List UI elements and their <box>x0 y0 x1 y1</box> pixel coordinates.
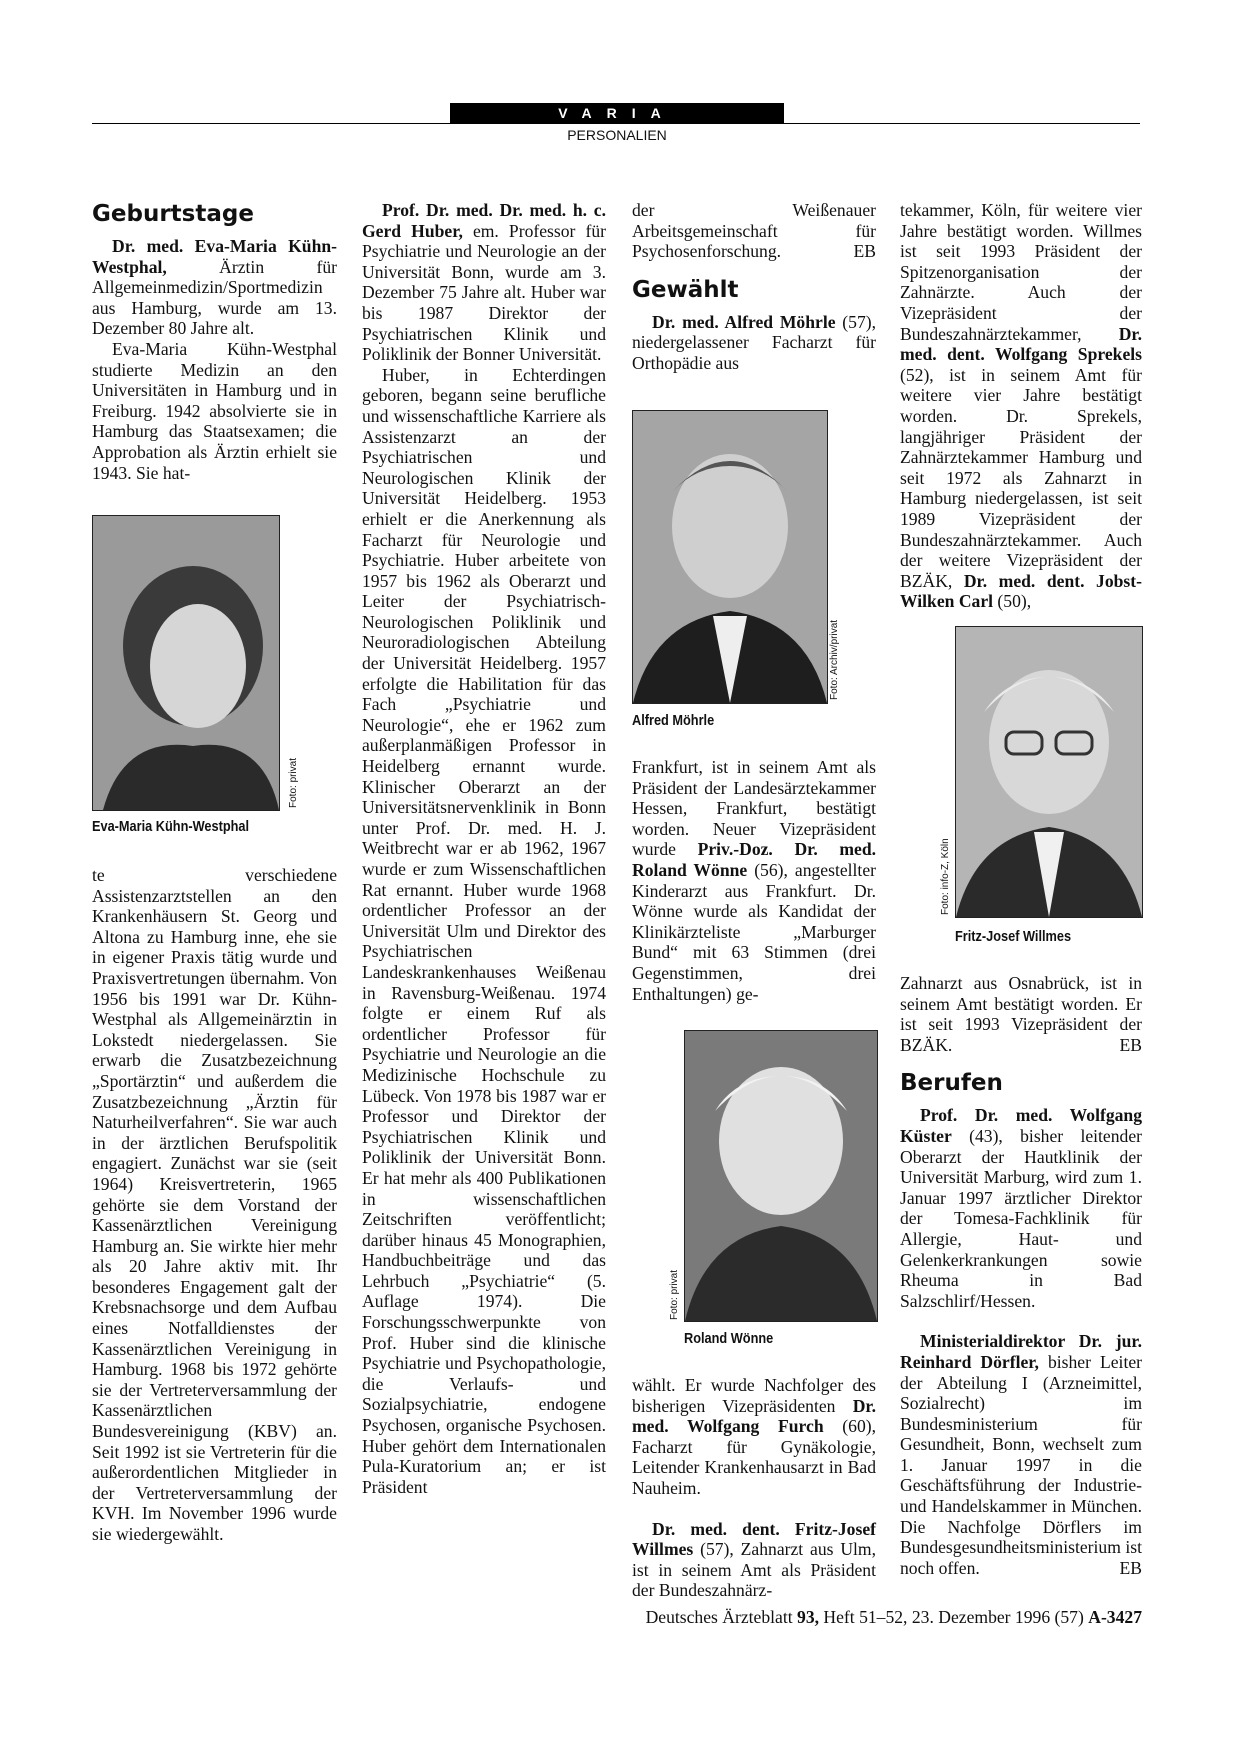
person-name: Prof. Dr. med. Dr. med. h. c. Gerd Huber, <box>362 200 606 241</box>
paragraph-text: Ärztin für Allgemeinmedizin/Sportmedizin aus Hamburg, wurde am 13. Dezember 80 Jahre alt. <box>92 256 337 339</box>
column-3-middle <box>632 757 876 1004</box>
journal-name: Deutsches Ärzteblatt <box>645 1607 798 1627</box>
person-name: Prof. Dr. med. Wolfgang Küster <box>900 1105 1142 1146</box>
author-signature: EB <box>1119 1034 1142 1055</box>
paragraph-text: (57), Zahnarzt aus Ulm, ist in seinem Amt als Präsident der Bundeszahnärz- <box>632 1539 876 1601</box>
paragraph-text: Frankfurt, ist in seinem Amt als Präsident der Landesärztekammer Hessen, Frankfurt, bestätigt worden. Neuer Vizepräsident wurde <box>632 757 876 860</box>
paragraph-text: (52), ist in seinem Amt für weitere vier Jahre bestätigt worden. Dr. Sprekels, langjähriger Präsident der Zahnärztekammer Hamburg und seit 1972 als Zahnarzt in Hamburg niedergelassen, ist seit 1989 Vizepräsident der Bundeszahnärztekammer. Auch der weitere Vizepräsident der BZÄK, <box>900 364 1142 591</box>
author-signature: EB <box>853 241 876 262</box>
portrait-silhouette-icon <box>685 1031 877 1321</box>
heading-gewaehlt: Gewählt <box>632 276 739 303</box>
paragraph: Eva-Maria Kühn-Westphal studierte Medizin an den Universitäten in Hamburg und in Freiburg. 1942 absolvierte sie in Hamburg das Staatsexamen; die Approbation als Ärztin erhielt sie 1943. Sie hat- <box>92 338 337 483</box>
photo-caption: Fritz-Josef Willmes <box>955 928 1072 945</box>
photo-credit: Foto: Archiv/privat <box>829 619 840 700</box>
paragraph-text: Zahnarzt aus Osnabrück, ist in seinem Amt bestätigt worden. Er ist seit 1993 Vizepräsident der BZÄK. <box>900 973 1142 1055</box>
author-signature: EB <box>1119 1557 1142 1578</box>
paragraph <box>900 1105 1142 1311</box>
portrait-silhouette-icon <box>956 627 1142 917</box>
paragraph <box>900 200 1142 612</box>
person-name: Ministerialdirektor Dr. jur. Reinhard Dörfler, <box>900 1331 1142 1372</box>
paragraph-text: (57), niedergelassener Facharzt für Orthopädie aus <box>632 311 876 373</box>
paragraph <box>900 973 1142 1055</box>
person-name: Dr. med. dent. Wolfgang Sprekels <box>900 323 1142 365</box>
paragraph-text: (50), <box>993 591 1032 612</box>
portrait-photo-moehrle <box>632 410 828 704</box>
person-name: Dr. med. dent. Fritz-Josef Willmes <box>632 1518 876 1560</box>
page-number: A-3427 <box>1088 1607 1142 1627</box>
section-label: VARIA <box>450 103 784 123</box>
paragraph-text: em. Professor für Psychiatrie und Neurologie an der Universität Bonn, wurde am 3. Dezember 75 Jahre alt. Huber war bis 1987 Direktor der Psychiatrischen Klinik und Poliklinik der Bonner Universität. <box>362 220 606 365</box>
column-3-top <box>632 200 876 374</box>
paragraph <box>632 757 876 1004</box>
paragraph <box>632 312 876 374</box>
paragraph <box>632 1375 876 1499</box>
paragraph: te verschiedene Assistenzarztstellen an den Krankenhäusern St. Georg und Altona zu Hamburg inne, ehe sie in eigener Praxis tätig wurde und Praxisvertretungen übernahm. Von 1956 bis 1991 war Dr. Kühn-Westphal als Allgemeinärztin in Lokstedt niedergelassen. Sie erwarb die Zusatzbezeichnung „Sportärztin“ und außerdem die Zusatzbezeichnung „Ärztin für Naturheilverfahren“. Sie war auch in der ärztlichen Berufspolitik engagiert. Zunächst war sie (seit 1964) Kreisvertreterin, 1965 gehörte sie dem Vorstand der Kassenärztlichen Vereinigung Hamburg an. Sie wirkte hier mehr als 20 Jahre aktiv mit. Ihr besonderes Engagement galt der Krebsnachsorge und dem Aufbau eines Notfalldienstes der Kassenärztlichen Vereinigung in Hamburg. 1968 bis 1972 gehörte sie der Vertreterversammlung der Kassenärztlichen Bundesvereinigung (KBV) an. Seit 1992 ist sie Vertreterin für die außerordentlichen Mitglieder in der Vertreterversammlung der KVH. Im November 1996 wurde sie wiedergewählt. <box>92 865 337 1544</box>
paragraph-text: wählt. Er wurde Nachfolger des bisherigen Vizepräsidenten <box>632 1375 876 1416</box>
subsection-label: PERSONALIEN <box>567 127 667 143</box>
paragraph <box>632 1519 876 1601</box>
portrait-photo-kuehn-westphal <box>92 515 280 811</box>
column-4-top <box>900 200 1142 612</box>
column-1-top <box>92 200 337 483</box>
paragraph-text: der Weißenauer Arbeitsgemeinschaft für Psychosenforschung. <box>632 200 876 262</box>
photo-caption: Roland Wönne <box>684 1330 774 1347</box>
column-4-bottom <box>900 973 1142 1578</box>
person-name: Priv.-Doz. Dr. med. Roland Wönne <box>632 839 877 880</box>
column-2 <box>362 200 606 1497</box>
person-name: Dr. med. dent. Jobst-Wilken Carl <box>900 570 1142 612</box>
heading-geburtstage: Geburtstage <box>92 201 254 227</box>
photo-caption: Alfred Möhrle <box>632 712 715 729</box>
column-3-bottom <box>632 1375 876 1601</box>
paragraph-text: (60), Facharzt für Gynäkologie, Leitender Krankenhausarzt in Bad Nauheim. <box>632 1416 876 1498</box>
volume-number: 93, <box>797 1607 820 1627</box>
paragraph-text: tekammer, Köln, für weitere vier Jahre bestätigt worden. Willmes ist seit 1993 Präsident der Spitzenorganisation der Zahnärzte. Auch der Vizepräsident der Bundeszahnärztekammer, <box>900 200 1142 344</box>
paragraph-text: (43), bisher leitender Oberarzt der Hautklinik der Universität Marburg, wird zum 1. Januar 1997 ärztlicher Direktor der Tomesa-Fachklinik für Allergie, Haut- und Gelenkerkrankungen sowie Rheuma in Bad Salzschlirf/Hessen. <box>900 1125 1142 1311</box>
paragraph-text: (56), angestellter Kinderarzt aus Frankfurt. Dr. Wönne wurde als Kandidat der Klinikärzteliste „Marburger Bund“ mit 63 Stimmen (drei Gegenstimmen, drei Enthaltungen) ge- <box>632 859 876 1004</box>
heading-berufen: Berufen <box>900 1070 1003 1097</box>
page-footer <box>646 1607 1142 1628</box>
paragraph-text: bisher Leiter der Abteilung I (Arzneimittel, Sozialrecht) im Bundesministerium für Gesundheit, Bonn, wechselt zum 1. Januar 1997 in die Geschäftsführung der Industrie- und Handelskammer in München. Die Nachfolge Dörflers im Bundesgesundheitsministerium ist noch offen. <box>900 1351 1142 1578</box>
portrait-photo-willmes <box>955 626 1143 918</box>
portrait-photo-woenne <box>684 1030 878 1322</box>
person-name: Dr. med. Eva-Maria Kühn-Westphal, <box>92 236 337 277</box>
photo-caption: Eva-Maria Kühn-Westphal <box>92 818 250 835</box>
person-name: Dr. med. Alfred Möhrle <box>652 311 836 332</box>
header-rule <box>92 123 1140 124</box>
photo-credit: Foto: privat <box>288 757 299 808</box>
issue-info: Heft 51–52, 23. Dezember 1996 (57) <box>819 1607 1089 1627</box>
photo-credit: Foto: info-Z, Köln <box>940 838 951 915</box>
paragraph <box>92 236 337 339</box>
paragraph <box>362 200 606 365</box>
portrait-silhouette-icon <box>633 411 827 703</box>
paragraph: Huber, in Echterdingen geboren, begann seine berufliche und wissenschaftliche Karriere als Assistenzarzt an der Psychiatrischen und Neurologischen Klinik der Universität Heidelberg. 1953 erhielt er die Anerkennung als Facharzt für Neurologie und Psychiatrie. Huber arbeitete von 1957 bis 1962 als Oberarzt und Leiter der Psychiatrisch-Neurologischen Poliklinik und Neuroradiologischen Abteilung der Universität Heidelberg. 1957 erfolgte die Habilitation für das Fach „Psychiatrie und Neurologie“, ehe er 1962 zum außerplanmäßigen Professor in Heidelberg ernannt wurde. Klinischer Oberarzt an der Universitätsnervenklinik in Bonn unter Prof. Dr. med. H. J. Weitbrecht war er ab 1962, 1967 wurde er zum Wissenschaftlichen Rat ernannt. Huber wurde 1968 ordentlicher Professor an der Universität Ulm und Direktor des Psychiatrischen Landeskrankenhauses Weißenau in Ravensburg-Weißenau. 1974 folgte er einem Ruf als ordentlicher Professor für Psychiatrie und Neurologie an die Medizinische Hochschule zu Lübeck. Von 1978 bis 1987 war er Professor und Direktor der Psychiatrischen Klinik und Poliklinik der Universität Bonn. Er hat mehr als 400 Publikationen in wissenschaftlichen Zeitschriften veröffentlicht; darüber hinaus 45 Monographien, Handbuchbeiträge und das Lehrbuch „Psychiatrie“ (5. Auflage 1974). Die Forschungsschwerpunkte von Prof. Huber sind die klinische Psychiatrie und Psychopathologie, die Verlaufs- und Sozialpsychiatrie, endogene Psychosen, organische Psychosen. Huber gehört dem Internationalen Pula-Kuratorium an; er ist Präsident <box>362 364 606 1497</box>
person-name: Dr. med. Wolfgang Furch <box>632 1395 876 1437</box>
paragraph <box>632 200 876 262</box>
column-1-bottom <box>92 865 337 1545</box>
paragraph <box>900 1331 1142 1578</box>
photo-credit: Foto: privat <box>669 1269 680 1320</box>
portrait-silhouette-icon <box>93 516 279 810</box>
